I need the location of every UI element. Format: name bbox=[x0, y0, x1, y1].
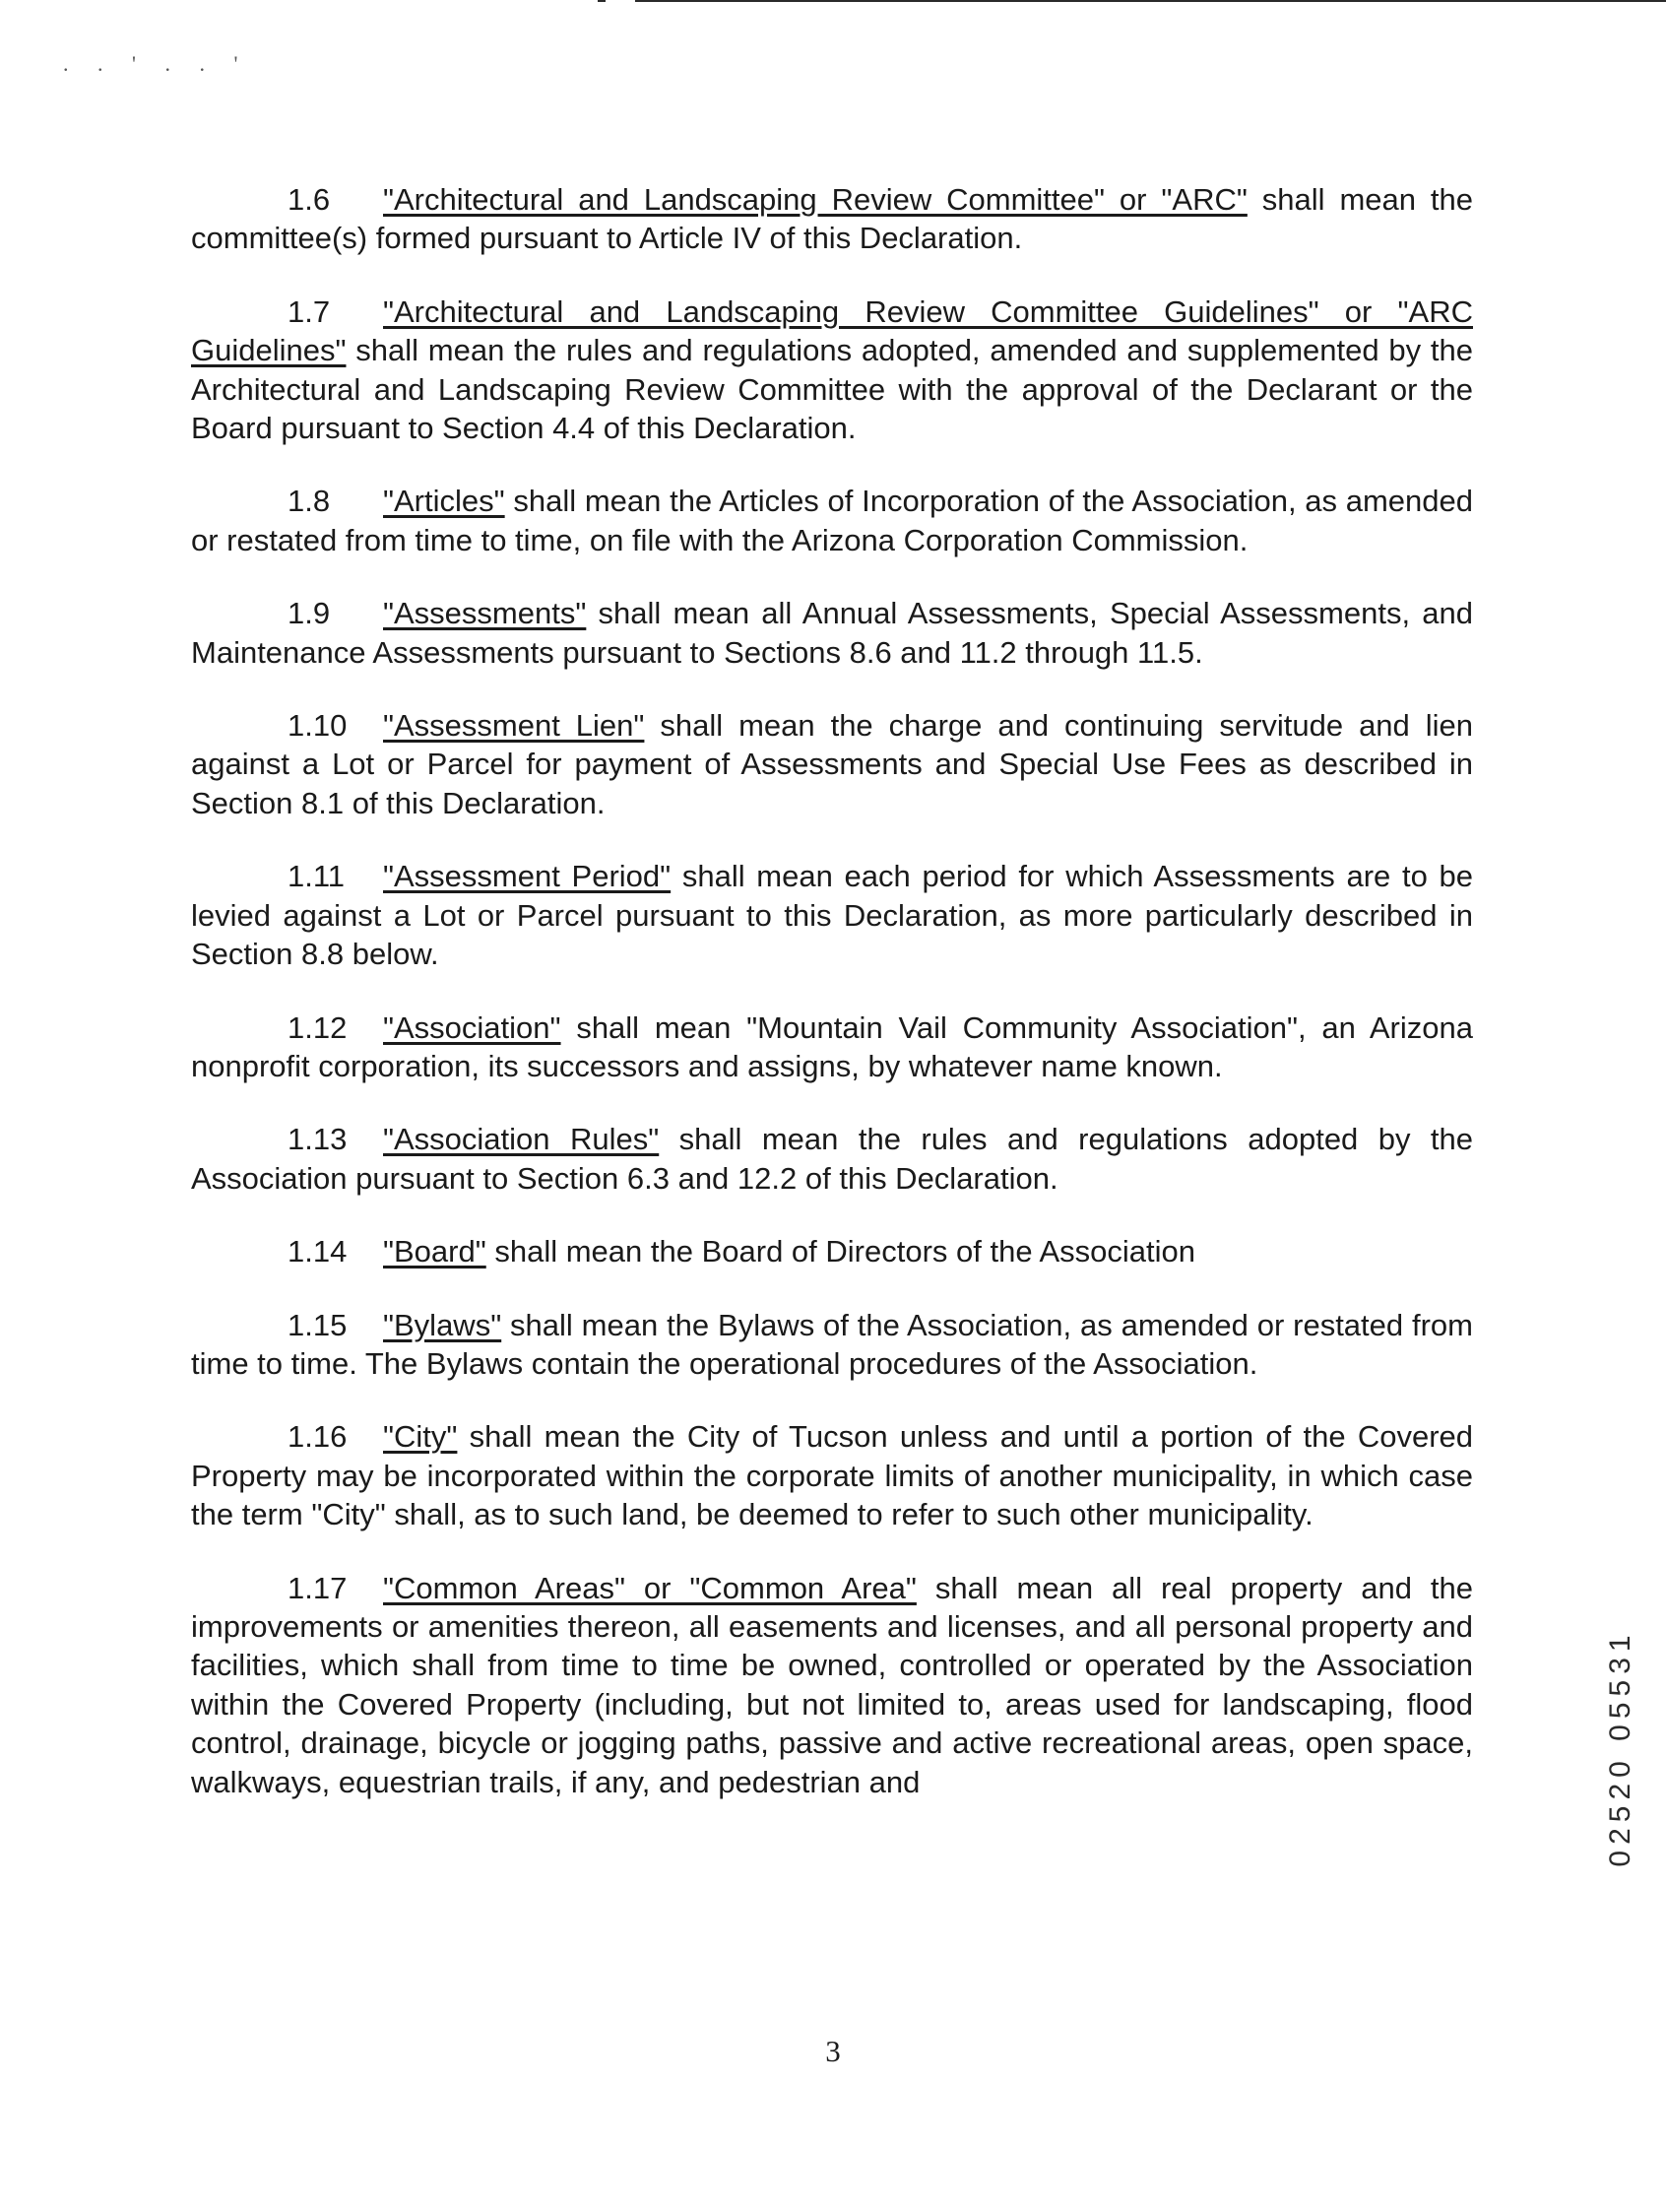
definition-section bbox=[191, 594, 1473, 672]
section-number: 1.6 bbox=[288, 182, 331, 217]
defined-term: "Assessment Lien" bbox=[383, 708, 645, 744]
definition-section bbox=[191, 293, 1473, 448]
defined-term: "Association" bbox=[383, 1009, 561, 1045]
section-number: 1.11 bbox=[288, 859, 346, 894]
definition-text: shall mean the City of Tucson unless and until a portion of the Covered Property may be incorporated within the corporate limits of another municipality, in which case the term "City" shall, as to such land, be deemed to refer to such other municipality. bbox=[191, 1419, 1473, 1532]
definition-section bbox=[191, 857, 1473, 973]
definition-section bbox=[191, 180, 1473, 258]
section-number: 1.14 bbox=[288, 1234, 348, 1269]
section-number: 1.10 bbox=[288, 708, 348, 744]
definition-text: shall mean the Bylaws of the Association, as amended or restated from time to time. The Bylaws contain the operational procedures of the Association. bbox=[191, 1307, 1473, 1381]
definition-section bbox=[191, 1232, 1473, 1270]
defined-term: "Association Rules" bbox=[383, 1122, 660, 1157]
definition-text: shall mean the committee(s) formed pursuant to Article IV of this Declaration. bbox=[191, 182, 1473, 256]
top-rule bbox=[598, 0, 1666, 2]
section-number: 1.13 bbox=[288, 1122, 348, 1157]
definition-section bbox=[191, 1120, 1473, 1198]
defined-term: "City" bbox=[383, 1419, 458, 1455]
document-body bbox=[191, 180, 1473, 1836]
defined-term: "Assessment Period" bbox=[383, 859, 672, 894]
section-number: 1.17 bbox=[288, 1570, 348, 1605]
definition-text: shall mean the Articles of Incorporation of the Association, as amended or restated from time to time, on file with the Arizona Corporation Commission. bbox=[191, 484, 1473, 557]
defined-term: "Bylaws" bbox=[383, 1307, 502, 1342]
definition-section bbox=[191, 1417, 1473, 1533]
definition-text: shall mean all Annual Assessments, Special Assessments, and Maintenance Assessments pursuant to Sections 8.6 and 11.2 through 11.5. bbox=[191, 596, 1473, 670]
definition-text: shall mean each period for which Assessments are to be levied against a Lot or Parcel pursuant to this Declaration, as more particularly described in Section 8.8 below. bbox=[191, 859, 1473, 972]
definition-section bbox=[191, 1008, 1473, 1086]
definition-text: shall mean the rules and regulations adopted, amended and supplemented by the Architectural and Landscaping Review Committee with the approval of the Declarant or the Board pursuant to Section 4.4 of this Declaration. bbox=[191, 333, 1473, 446]
section-number: 1.8 bbox=[288, 484, 331, 519]
defined-term: "Articles" bbox=[383, 484, 505, 519]
defined-term: "Assessments" bbox=[383, 596, 587, 631]
definition-section bbox=[191, 482, 1473, 559]
section-number: 1.15 bbox=[288, 1307, 348, 1342]
page-number: 3 bbox=[825, 2034, 841, 2068]
definition-text: shall mean the rules and regulations adopted by the Association pursuant to Section 6.3 and 12.2 of this Declaration. bbox=[191, 1122, 1474, 1196]
defined-term: "Common Areas" or "Common Area" bbox=[383, 1570, 917, 1605]
definition-section bbox=[191, 1306, 1473, 1384]
definition-text: shall mean all real property and the improvements or amenities thereon, all easements and licenses, and all personal property and facilities, which shall from time to time be owned, controlled or operated by the Association within the Covered Property (including, but not limited to, areas used for landscaping, flood control, drainage, bicycle or jogging paths, passive and active recreational areas, open space, walkways, equestrian trails, if any, and pedestrian and bbox=[191, 1570, 1473, 1799]
defined-term: "Architectural and Landscaping Review Committee Guidelines" or "ARC Guidelines" bbox=[191, 293, 1473, 368]
margin-marks: . . ' . . ' bbox=[63, 51, 250, 76]
definition-text: shall mean the Board of Directors of the Association bbox=[485, 1234, 1195, 1269]
section-number: 1.12 bbox=[288, 1009, 348, 1045]
definition-section bbox=[191, 1569, 1473, 1801]
section-number: 1.16 bbox=[288, 1419, 348, 1455]
definition-section bbox=[191, 706, 1473, 822]
section-number: 1.9 bbox=[288, 596, 331, 631]
section-number: 1.7 bbox=[288, 293, 331, 329]
definition-text: shall mean the charge and continuing servitude and lien against a Lot or Parcel for payment of Assessments and Special Use Fees as described in Section 8.1 of this Declaration. bbox=[191, 708, 1474, 820]
top-rule-gap bbox=[606, 0, 635, 2]
defined-term: "Architectural and Landscaping Review Committee" or "ARC" bbox=[383, 182, 1248, 217]
definition-text: shall mean "Mountain Vail Community Association", an Arizona nonprofit corporation, its successors and assigns, by whatever name known. bbox=[191, 1009, 1473, 1083]
side-stamp: 02520 05531 bbox=[1604, 1629, 1636, 1867]
defined-term: "Board" bbox=[383, 1234, 486, 1269]
